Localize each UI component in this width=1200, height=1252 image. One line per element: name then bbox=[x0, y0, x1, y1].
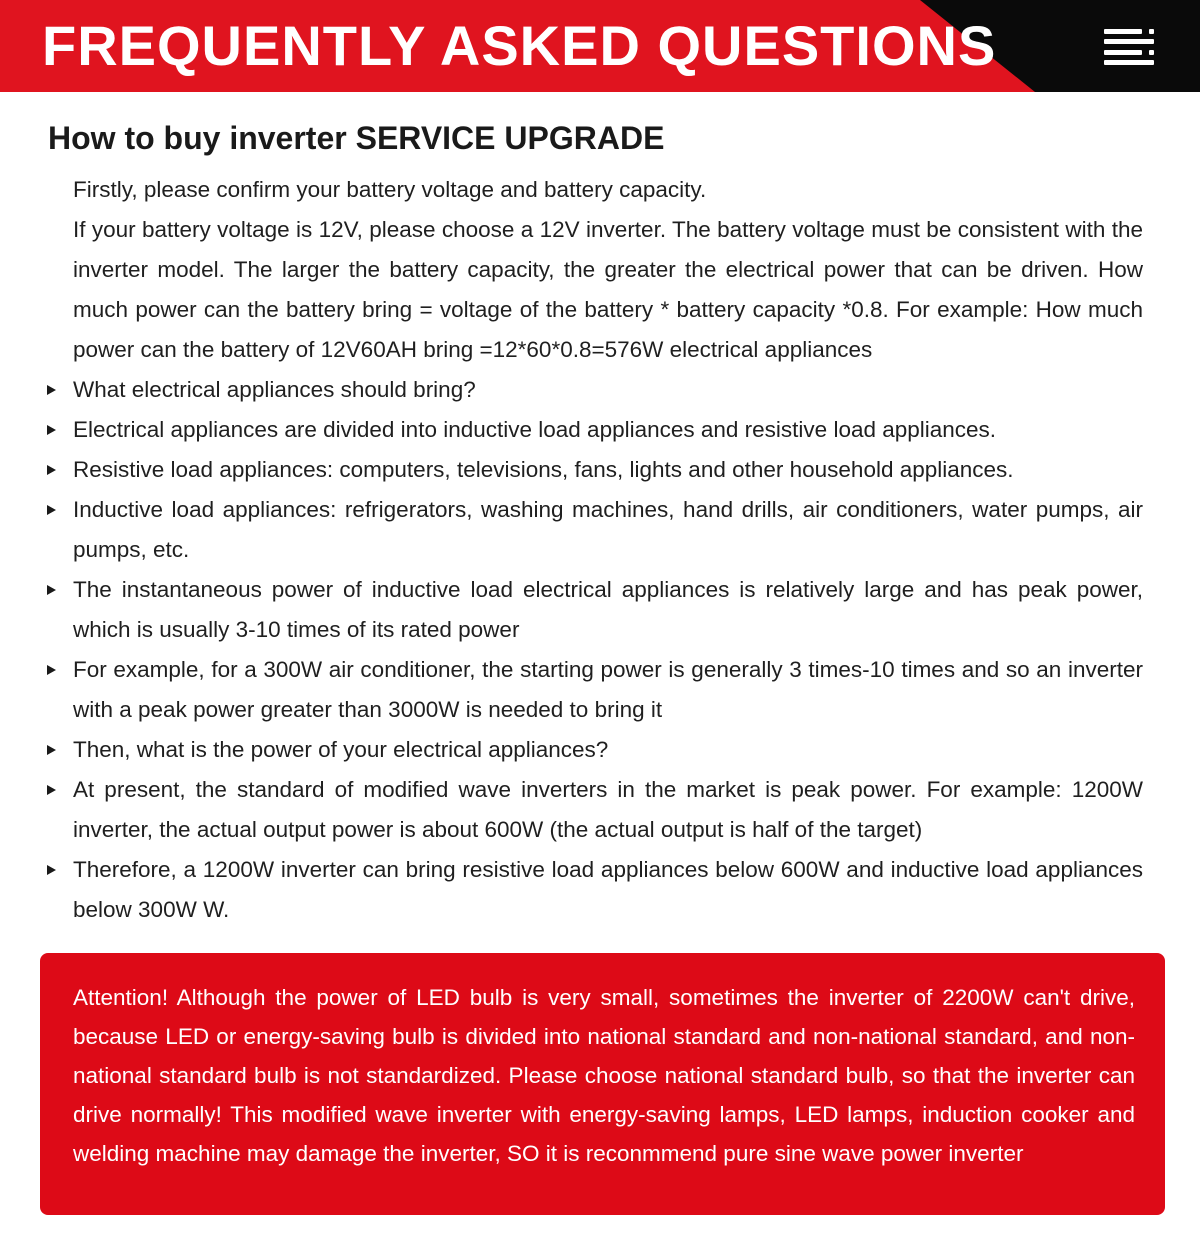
header-banner bbox=[0, 0, 1200, 92]
attention-box bbox=[40, 953, 1165, 1215]
intro-text bbox=[73, 170, 1143, 370]
list-item-text: Resistive load appliances: computers, televisions, fans, lights and other household appliances. bbox=[73, 457, 1014, 482]
intro-paragraph: Firstly, please confirm your battery voltage and battery capacity. bbox=[73, 177, 707, 202]
triangle-bullet-icon bbox=[47, 465, 56, 475]
section-title: How to buy inverter SERVICE UPGRADE bbox=[48, 120, 665, 156]
intro-paragraph: If your battery voltage is 12V, please choose a 12V inverter. The battery voltage must be consistent with the inverter model. The larger the battery capacity, the greater the electrical power that can be driven. How much power can the battery bring = voltage of the battery * battery capacity *0.8. For example: How much power can the battery of 12V60AH bring =12*60*0.8=576W electrical appliances bbox=[73, 217, 1143, 362]
faq-bullet-list bbox=[0, 370, 1200, 930]
list-item-text: For example, for a 300W air conditioner, the starting power is generally 3 times-10 times and so an inverter with a peak power greater than 3000W is needed to bring it bbox=[73, 657, 1143, 722]
page-title: FREQUENTLY ASKED QUESTIONS bbox=[42, 14, 997, 77]
list-item bbox=[0, 730, 1143, 770]
triangle-bullet-icon bbox=[47, 785, 56, 795]
list-item-text: Then, what is the power of your electrical appliances? bbox=[73, 737, 609, 762]
hamburger-menu-icon[interactable] bbox=[1104, 29, 1154, 65]
list-item-text: Electrical appliances are divided into inductive load appliances and resistive load appliances. bbox=[73, 417, 997, 442]
list-item bbox=[0, 650, 1143, 730]
list-item-text: Inductive load appliances: refrigerators, washing machines, hand drills, air conditioners, water pumps, air pumps, etc. bbox=[73, 497, 1143, 562]
list-item bbox=[0, 450, 1143, 490]
list-item-text: The instantaneous power of inductive load electrical appliances is relatively large and has peak power, which is usually 3-10 times of its rated power bbox=[73, 577, 1143, 642]
list-item bbox=[0, 850, 1143, 930]
list-item bbox=[0, 370, 1143, 410]
triangle-bullet-icon bbox=[47, 745, 56, 755]
list-item bbox=[0, 770, 1143, 850]
triangle-bullet-icon bbox=[47, 665, 56, 675]
list-item-text: At present, the standard of modified wave inverters in the market is peak power. For example: 1200W inverter, the actual output power is about 600W (the actual output is half of the target) bbox=[73, 777, 1143, 842]
list-item-text: What electrical appliances should bring? bbox=[73, 377, 476, 402]
triangle-bullet-icon bbox=[47, 865, 56, 875]
list-item-text: Therefore, a 1200W inverter can bring resistive load appliances below 600W and inductive load appliances below 300W W. bbox=[73, 857, 1143, 922]
triangle-bullet-icon bbox=[47, 585, 56, 595]
triangle-bullet-icon bbox=[47, 425, 56, 435]
list-item bbox=[0, 410, 1143, 450]
list-item bbox=[0, 570, 1143, 650]
triangle-bullet-icon bbox=[47, 505, 56, 515]
triangle-bullet-icon bbox=[47, 385, 56, 395]
list-item bbox=[0, 490, 1143, 570]
attention-text: Attention! Although the power of LED bulb is very small, sometimes the inverter of 2200W can't drive, because LED or energy-saving bulb is divided into national standard and non-national standard, and non-national standard bulb is not standardized. Please choose national standard bulb, so that the inverter can drive normally! This modified wave inverter with energy-saving lamps, LED lamps, induction cooker and welding machine may damage the inverter, SO it is reconmmend pure sine wave power inverter bbox=[73, 985, 1135, 1166]
